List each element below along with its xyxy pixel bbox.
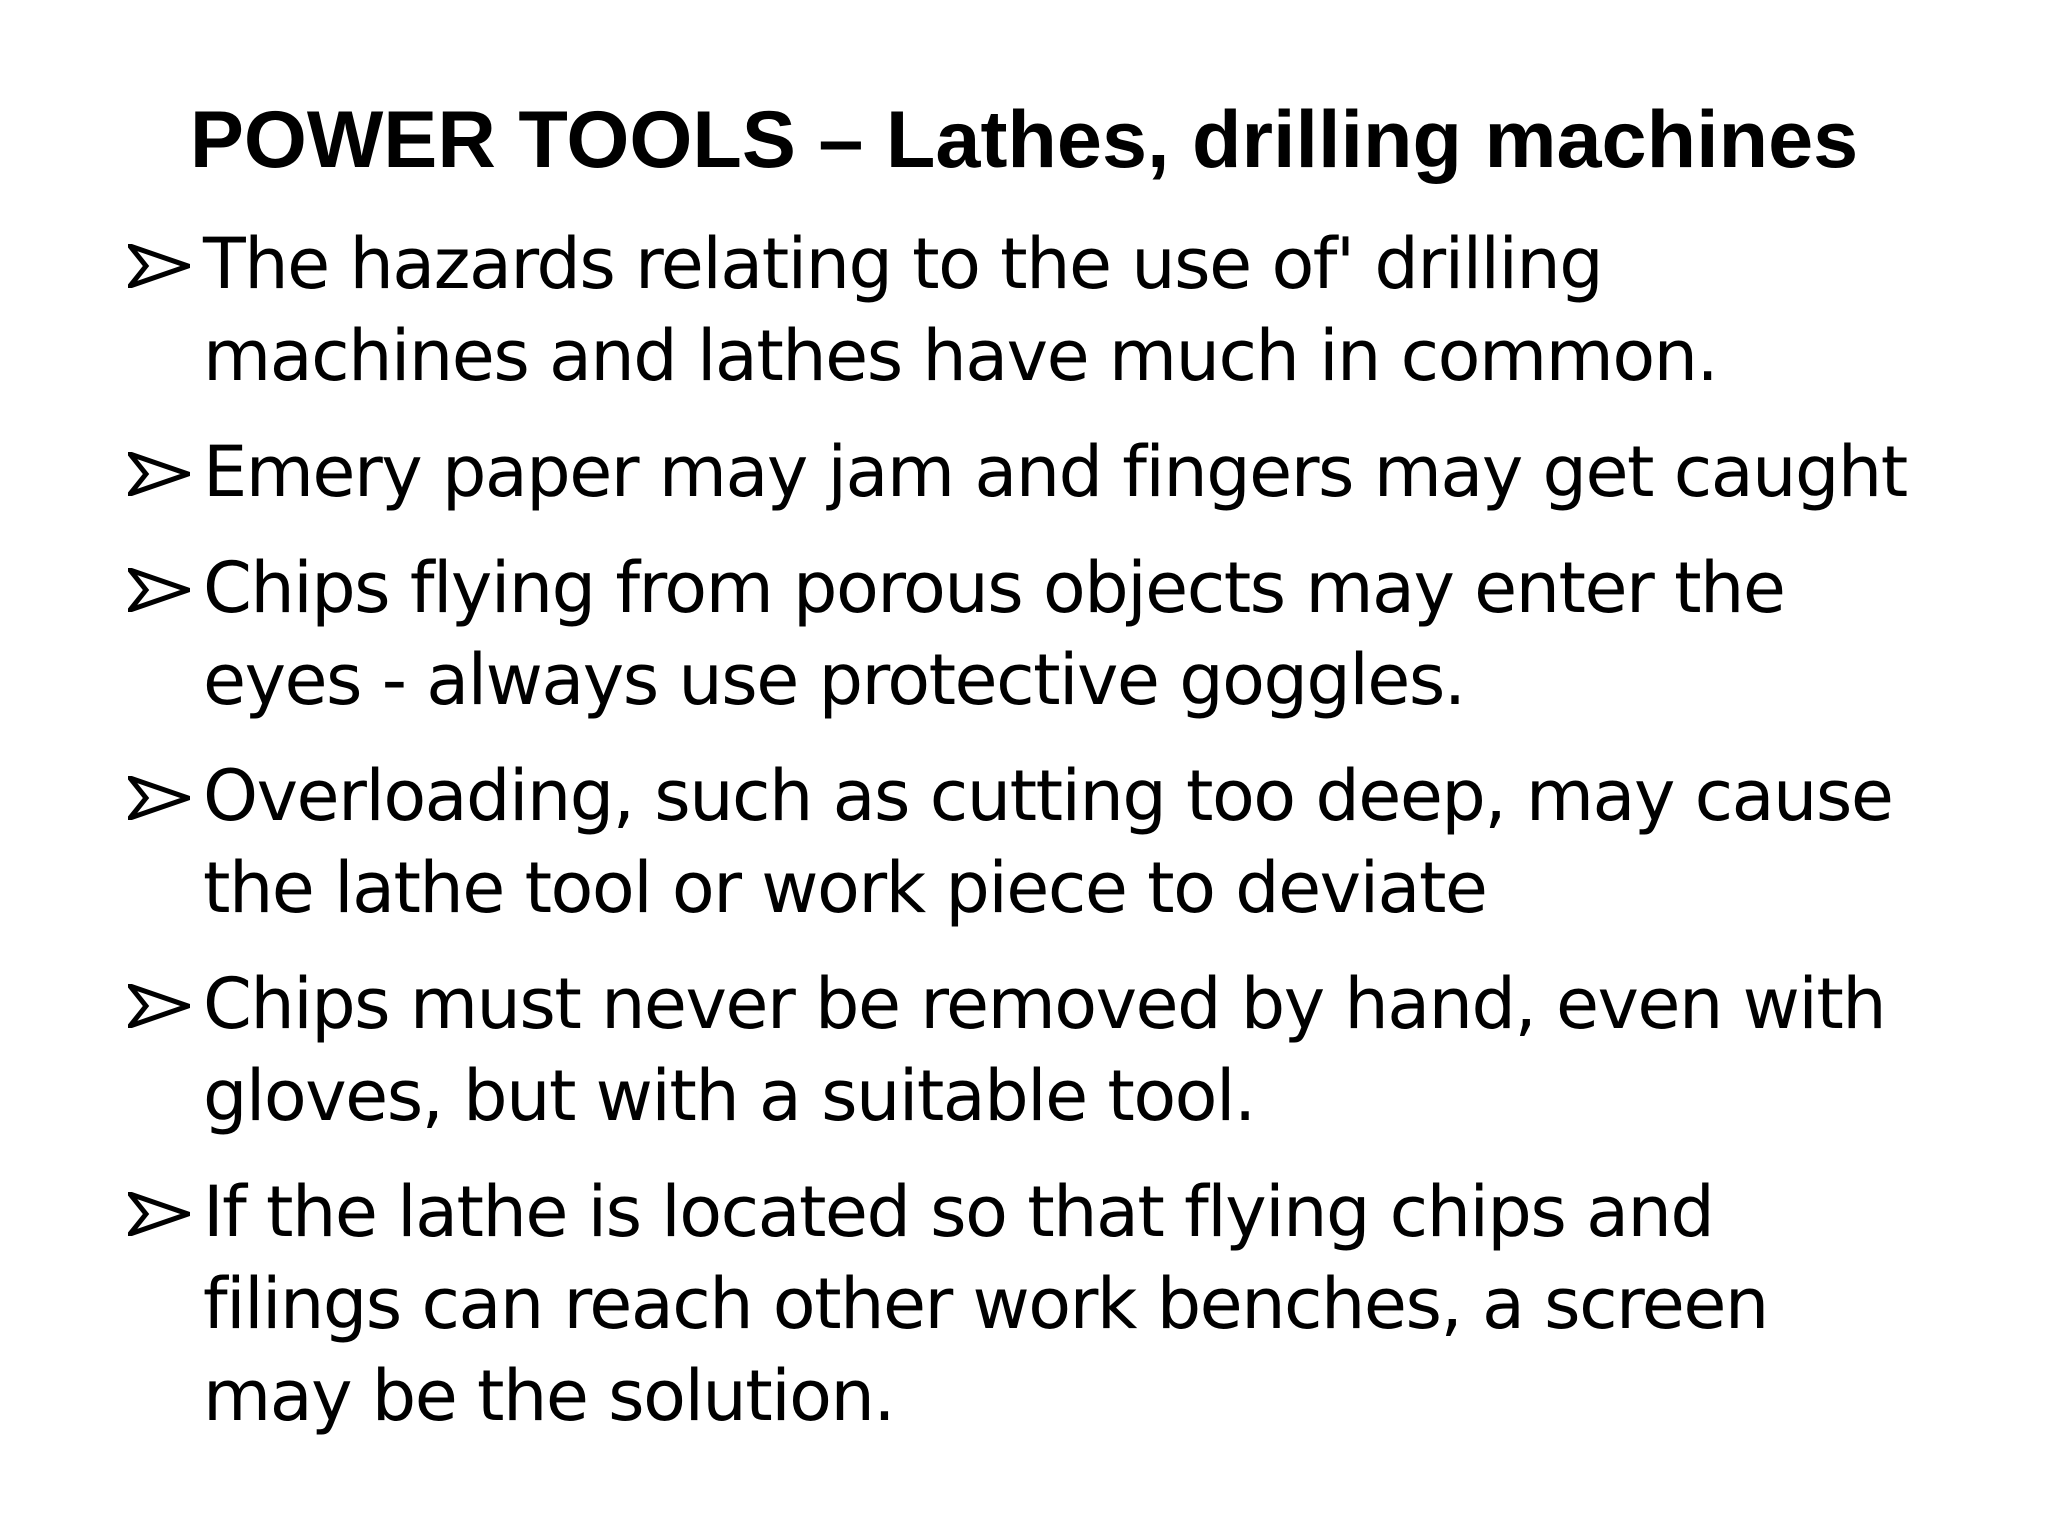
bullet-text: Overloading, such as cutting too deep, may cause the lathe tool or work piece to deviate [203, 755, 1893, 929]
bullet-item [128, 218, 1988, 402]
bullet-item [128, 750, 1988, 934]
bullet-item [128, 1166, 1988, 1442]
bullet-list [128, 218, 1988, 1464]
arrowhead-bullet-icon [128, 568, 190, 612]
bullet-item [128, 426, 1988, 518]
slide-title: POWER TOOLS – Lathes, drilling machines [189, 95, 1859, 185]
arrowhead-bullet-icon [128, 984, 190, 1028]
bullet-text: Emery paper may jam and fingers may get caught [203, 431, 1907, 513]
arrowhead-bullet-icon [128, 776, 190, 820]
bullet-text: If the lathe is located so that flying chips and filings can reach other work benches, a screen may be the solution. [203, 1171, 1768, 1437]
bullet-text: The hazards relating to the use of' drilling machines and lathes have much in common. [203, 223, 1718, 397]
arrowhead-bullet-icon [128, 452, 190, 496]
bullet-text: Chips must never be removed by hand, even with gloves, but with a suitable tool. [203, 963, 1886, 1137]
arrowhead-bullet-icon [128, 244, 190, 288]
arrowhead-bullet-icon [128, 1192, 190, 1236]
bullet-text: Chips flying from porous objects may enter the eyes - always use protective goggles. [203, 547, 1785, 721]
bullet-item [128, 958, 1988, 1142]
bullet-item [128, 542, 1988, 726]
